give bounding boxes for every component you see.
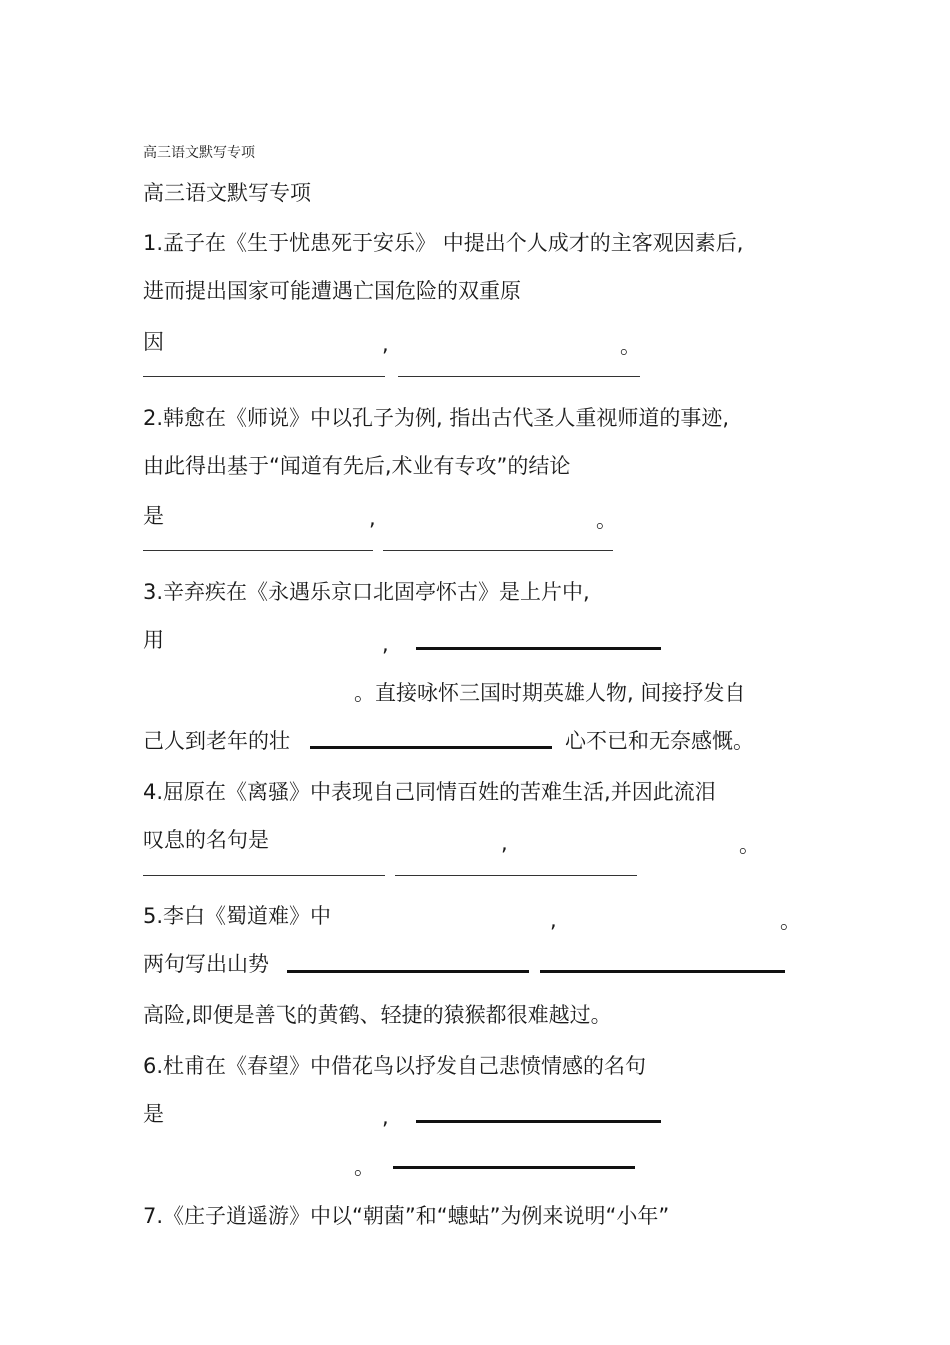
q6-line-1: 6.杜甫在《春望》中借花鸟以抒发自己悲愤情感的名句: [143, 1054, 647, 1078]
q1-blank-2[interactable]: [398, 376, 640, 377]
q5-line-1: 5.李白《蜀道难》中: [143, 904, 332, 928]
q1-period: 。: [620, 334, 641, 358]
q3-blank-1[interactable]: [416, 647, 661, 650]
q3-line-1: 3.辛弃疾在《永遇乐京口北固亭怀古》是上片中,: [143, 580, 590, 604]
q4-period: 。: [739, 833, 760, 857]
q2-comma: ,: [369, 506, 376, 530]
q1-line-3: 因: [143, 330, 164, 354]
q3-line-4-start: 己人到老年的壮: [143, 729, 290, 753]
q1-comma: ,: [382, 332, 389, 356]
q4-line-2: 叹息的名句是: [143, 828, 269, 852]
q5-blank-2[interactable]: [540, 970, 785, 973]
q2-blank-2[interactable]: [383, 550, 613, 551]
q5-line-2: 两句写出山势: [143, 952, 269, 976]
q3-comma: ,: [382, 632, 389, 656]
q4-comma: ,: [501, 831, 508, 855]
page-title: 高三语文默写专项: [143, 181, 311, 205]
q3-line-2: 用: [143, 628, 164, 652]
q3-line-3: 。直接咏怀三国时期英雄人物, 间接抒发自: [354, 681, 746, 705]
q1-line-2: 进而提出国家可能遭遇亡国危险的双重原: [143, 279, 521, 303]
q5-comma: ,: [550, 908, 557, 932]
q2-line-2: 由此得出基于“闻道有先后,术业有专攻”的结论: [143, 454, 571, 478]
q1-line-1: 1.孟子在《生于忧患死于安乐》 中提出个人成才的主客观因素后,: [143, 231, 744, 255]
q4-line-1: 4.屈原在《离骚》中表现自己同情百姓的苦难生活,并因此流泪: [143, 780, 716, 804]
page-header: 高三语文默写专项: [143, 145, 255, 161]
q5-line-3: 高险,即便是善飞的黄鹤、轻捷的猿猴都很难越过。: [143, 1003, 612, 1027]
q2-period: 。: [596, 508, 617, 532]
q5-period: 。: [780, 909, 801, 933]
q3-line-4-end: 心不已和无奈感慨。: [565, 729, 754, 753]
q4-blank-1[interactable]: [143, 875, 385, 876]
q6-blank-1[interactable]: [416, 1120, 661, 1123]
q6-line-2: 是: [143, 1102, 164, 1126]
q3-blank-2[interactable]: [310, 746, 552, 749]
q2-line-1: 2.韩愈在《师说》中以孔子为例, 指出古代圣人重视师道的事迹,: [143, 406, 730, 430]
q5-blank-1[interactable]: [287, 970, 529, 973]
q2-line-3: 是: [143, 504, 164, 528]
q1-blank-1[interactable]: [143, 376, 385, 377]
q6-blank-2[interactable]: [393, 1166, 635, 1169]
q4-blank-2[interactable]: [395, 875, 637, 876]
q6-comma: ,: [382, 1105, 389, 1129]
q6-period: 。: [354, 1155, 375, 1179]
q2-blank-1[interactable]: [143, 550, 373, 551]
q7-line-1: 7.《庄子逍遥游》中以“朝菌”和“蟪蛄”为例来说明“小年”: [143, 1204, 670, 1228]
